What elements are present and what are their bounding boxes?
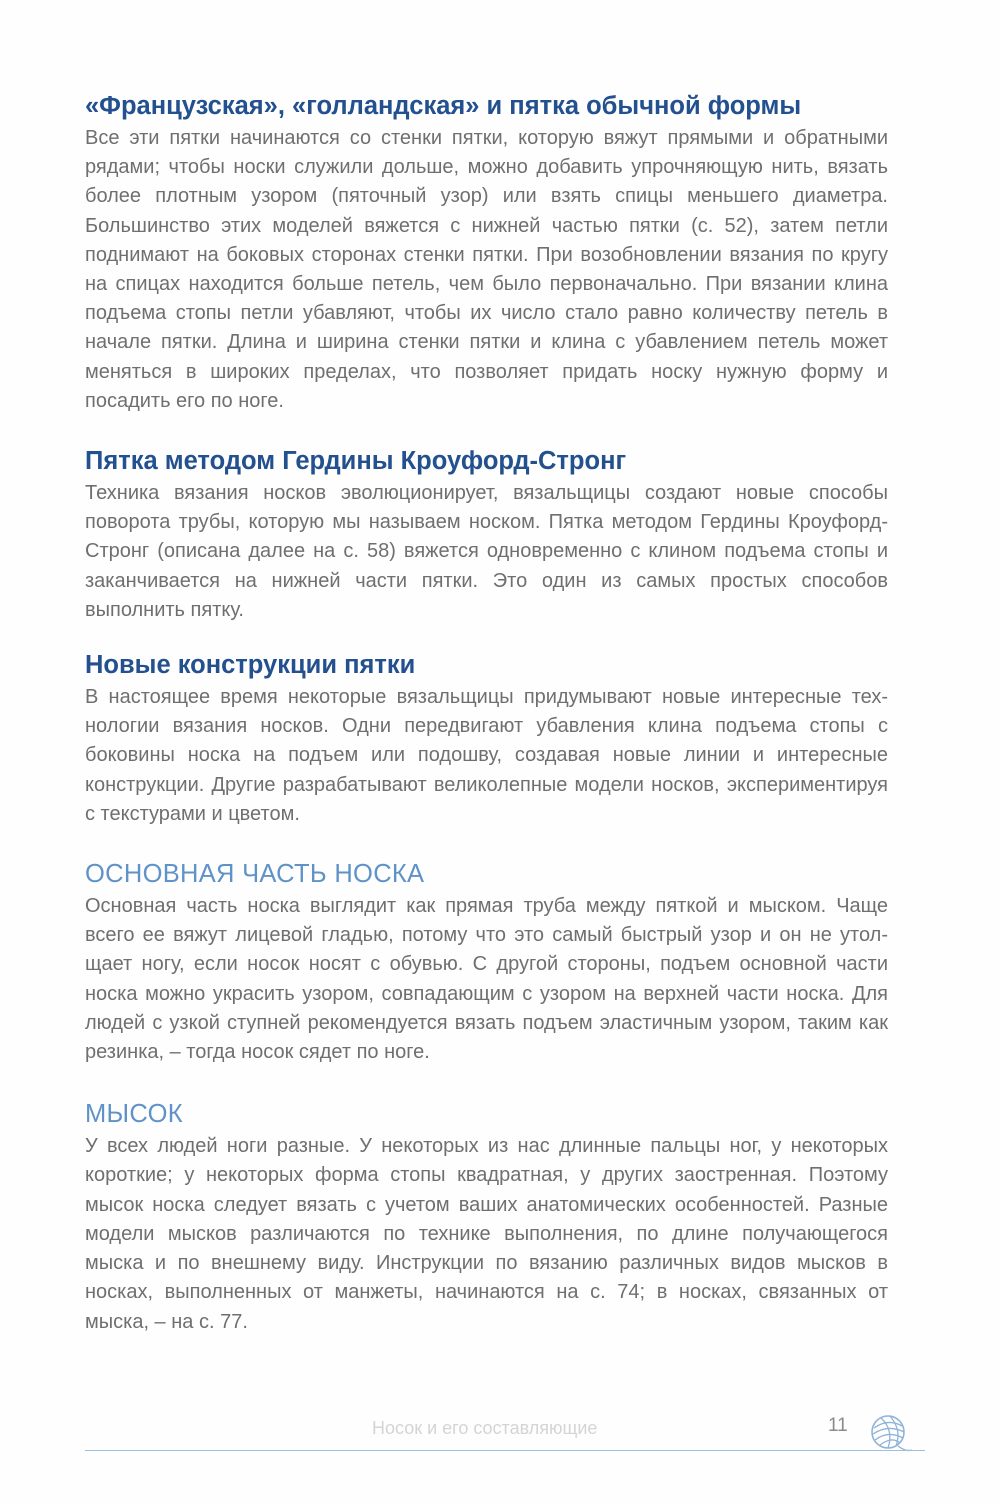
heading-sock-body: ОСНОВНАЯ ЧАСТЬ НОСКА xyxy=(85,860,425,889)
heading-crawford-strong-heel: Пятка методом Гердины Кроуфорд-Стронг xyxy=(85,447,627,476)
paragraph-sock-body: Основная часть носка выглядит как прямая труба между пяткой и мыском. Чаще всего ее вяжут лицевой гладью, потому что это самый быстрый узор и он не утолщает ногу, если носок носят с обувью. С другой стороны, подъем основной части носка можно украсить узором, совпадающим с узором на верхней части носка. Для людей с узкой ступней рекомендуется вязать подъем эластичным узором, таким как резинка, – тогда носок сядет по ноге. xyxy=(85,895,888,1064)
paragraph-new-heel-constructions: В настоящее время некоторые вязальщицы придумывают новые интересные технологии вязания носков. Одни передвигают убавления клина подъема стопы с боковины носка на подъем или подошву, создавая новые линии и интересные конструкции. Другие разрабатывают великолепные модели носков, экспериментируя с текстурами и цветом. xyxy=(85,686,888,825)
page-footer xyxy=(0,1410,1000,1470)
section-crawford-strong-heel xyxy=(85,443,888,625)
section-toe xyxy=(85,1096,888,1336)
footer-divider xyxy=(85,1450,925,1451)
section-french-heel xyxy=(85,88,888,416)
heading-toe: МЫСОК xyxy=(85,1100,183,1129)
section-new-heel-constructions xyxy=(85,647,888,829)
running-footer-title: Носок и его составляющие xyxy=(372,1418,598,1438)
paragraph-toe: У всех людей ноги разные. У некоторых из нас длинные пальцы ног, у некоторых короткие; у некоторых форма стопы квадратная, у других заостренная. Поэтому мысок носка следует вязать с учетом ваших анатомических особенностей. Разные модели мысков различаются по технике выполнения, по длине получающегося мыска и по внешнему виду. Инструкции по вязанию различных видов мысков в носках, выполненных от манжеты, начинаются на с. 74; в носках, связанных от мыска, – на с. 77. xyxy=(85,1135,888,1333)
paragraph-crawford-strong-heel: Техника вязания носков эволюционирует, вязальщицы создают новые способы поворота трубы, которую мы называем носком. Пятка методом Гердины Кроуфорд-Стронг (описана далее на с. 58) вяжется одновременно с клином подъема стопы и заканчивается на нижней части пятки. Это один из самых простых способов выполнить пятку. xyxy=(85,482,888,621)
heading-french-heel: «Французская», «голландская» и пятка обычной формы xyxy=(85,92,802,120)
heading-new-heel-constructions: Новые конструкции пятки xyxy=(85,651,416,680)
section-sock-body xyxy=(85,856,888,1067)
paragraph-french-heel: Все эти пятки начинаются со стенки пятки, которую вяжут прямыми и обратными рядами; чтобы носки служили дольше, можно добавить упрочняющую нить, вязать более плотным узором (пяточный узор) или взять спицы меньшего диаметра. Большинство этих моделей вяжется с нижней частью пятки (с. 52), затем петли поднимают на боковых сторонах стенки пятки. При возобновлении вязания по кругу на спицах находится больше петель, чем было первоначально. При вязании клина подъема стопы петли убавляют, чтобы их число стало равно количеству петель в начале пятки. Длина и ширина стенки пятки и клина с убавлением петель может меняться в широких пределах, что позволяет придать носку нужную форму и посадить его по ноге. xyxy=(85,127,888,412)
page-content xyxy=(85,88,888,1337)
page-number: 11 xyxy=(828,1415,848,1436)
